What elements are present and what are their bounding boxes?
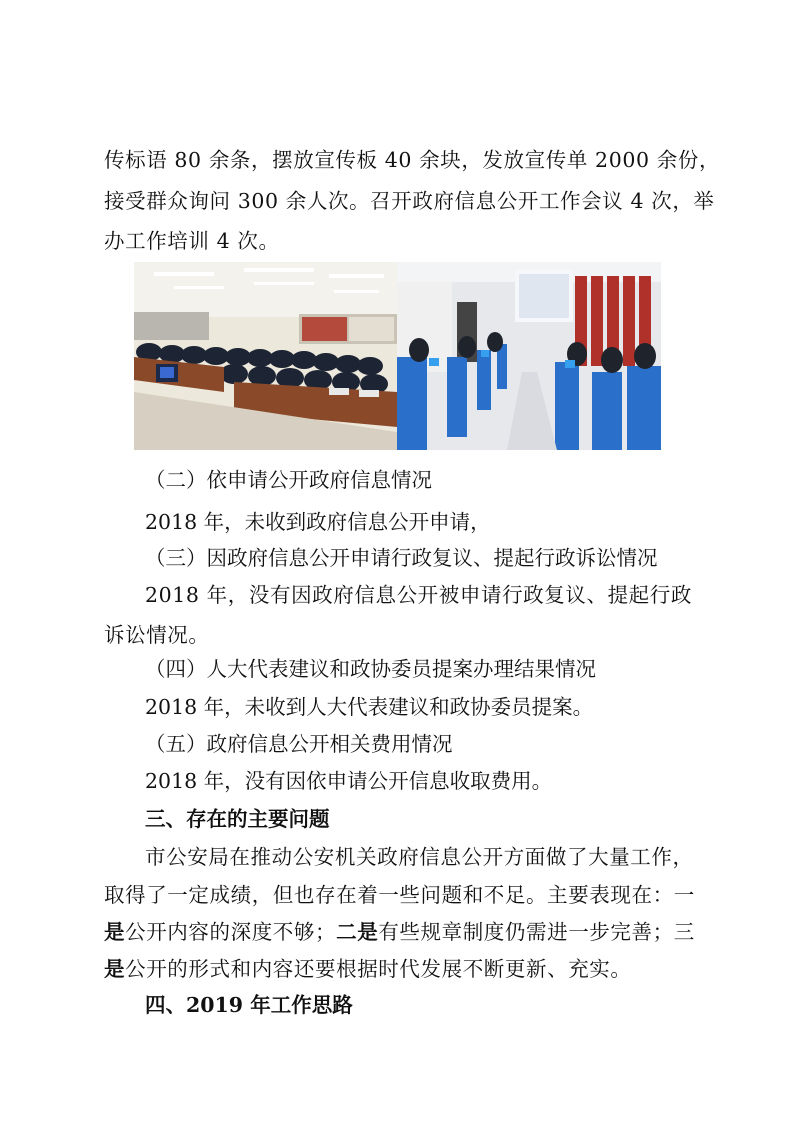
- part-3-line-3: [104, 915, 694, 950]
- part-3-line-3-lead-2: 二是: [336, 920, 379, 944]
- section-4-heading: （四）人大代表建议和政协委员提案办理结果情况: [145, 657, 596, 681]
- meeting-photo: [134, 262, 397, 450]
- intro-line-1: 传标语 80 余条，摆放宣传板 40 余块，发放宣传单 2000 余份，: [104, 148, 721, 172]
- intro-line-3: 办工作培训 4 次。: [104, 229, 280, 253]
- part-3-line-2: 取得了一定成绩，但也存在着一些问题和不足。主要表现在：一: [104, 883, 695, 907]
- part-3-line-3-rest: 公开内容的深度不够；: [125, 920, 337, 944]
- section-5-heading: （五）政府信息公开相关费用情况: [145, 732, 453, 756]
- section-2-body: 2018 年，未收到政府信息公开申请，: [145, 510, 491, 534]
- part-3-line-4-rest: 公开的形式和内容还要根据时代发展不断更新、充实。: [125, 957, 632, 981]
- intro-line-2: 接受群众询问 300 余人次。召开政府信息公开工作会议 4 次，举: [104, 189, 715, 213]
- part-3-line-3-rest-2: 有些规章制度仍需进一步完善；三: [378, 920, 695, 944]
- part-4-heading: 四、2019 年工作思路: [145, 993, 353, 1017]
- part-3-line-4-lead: 是: [104, 957, 126, 981]
- training-photo: [397, 262, 661, 450]
- section-2-heading: （二）依申请公开政府信息情况: [145, 468, 432, 492]
- section-3-heading: （三）因政府信息公开申请行政复议、提起行政诉讼情况: [145, 546, 658, 570]
- part-3-heading: 三、存在的主要问题: [145, 807, 330, 831]
- section-3-body-line-2: 诉讼情况。: [104, 623, 210, 647]
- part-3-line-4: [104, 952, 694, 987]
- part-3-line-3-lead: 是: [104, 920, 126, 944]
- section-3-body-line-1: 2018 年，没有因政府信息公开被申请行政复议、提起行政: [145, 583, 692, 607]
- section-4-body: 2018 年，未收到人大代表建议和政协委员提案。: [145, 695, 594, 719]
- section-5-body: 2018 年，没有因依申请公开信息收取费用。: [145, 769, 553, 793]
- part-3-line-1: 市公安局在推动公安机关政府信息公开方面做了大量工作，: [145, 845, 694, 869]
